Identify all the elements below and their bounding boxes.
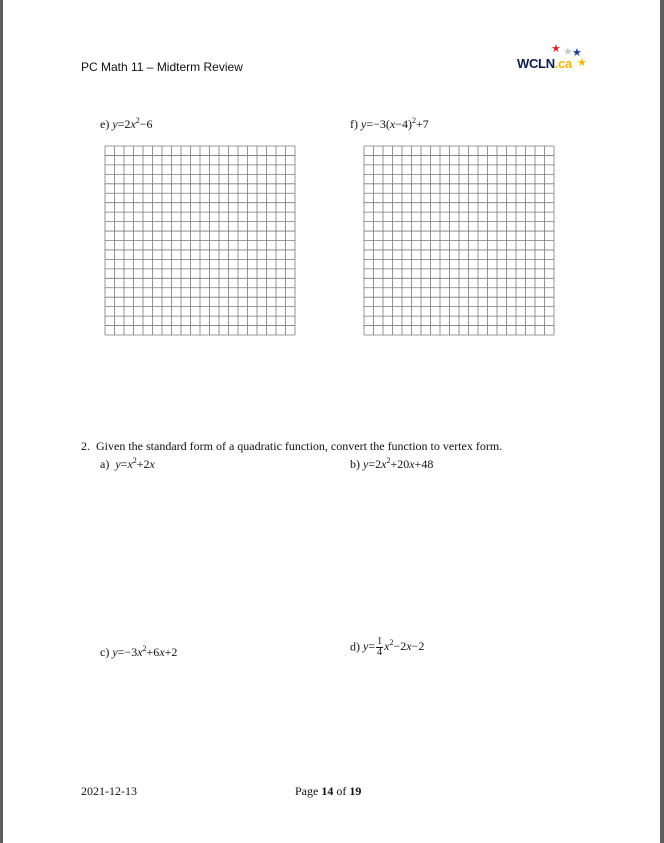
question-2c [100,644,177,660]
question-2-text: Given the standard form of a quadratic function, convert the function to vertex form. [96,439,503,453]
question-e-equation: $y=2x^2-6$ [112,116,153,131]
question-f-label: f) [350,117,358,131]
question-2a-label: a) [100,457,110,471]
question-2d-label: d) [350,639,360,654]
footer-page-number: Page 14 of 19 [295,784,362,798]
question-2-number: 2. [81,439,90,453]
question-2b-label: b) [350,457,360,471]
question-2d-equation: y= $\frac{1}{4}$ $x^2-2x-2$ [363,636,425,658]
graph-grid-f[interactable] [363,145,555,336]
question-f [350,116,429,132]
yellow-star-icon: ★ [577,57,587,69]
question-2d [350,637,424,658]
fraction-one-quarter: $\frac{1}{4}$ [377,636,383,658]
question-2a-equation: $y=x^2+2x$ [115,456,155,471]
blue-star-icon: ★ [572,47,582,59]
question-2a [100,456,155,472]
grey-star-icon: ★ [563,46,573,58]
question-e [100,116,153,132]
question-e-label: e) [100,117,110,131]
header-title: PC Math 11 – Midterm Review [81,60,243,74]
logo-ext: .ca [554,56,572,71]
graph-grid-e[interactable] [104,145,296,336]
footer-date: 2021-12-13 [81,784,137,798]
question-2b-equation: $y=2x^2+20x+48$ [363,456,434,471]
question-2c-equation: $y=-3x^2+6x+2$ [112,644,178,659]
question-2-prompt [81,439,502,454]
wcln-logo [517,44,589,76]
document-page [3,0,660,843]
question-f-equation: $y=-3(x-4)^2+7$ [361,116,429,131]
red-star-icon: ★ [551,43,561,55]
question-2b [350,456,433,472]
logo-main: WCLN [517,56,555,71]
question-2c-label: c) [100,645,110,659]
